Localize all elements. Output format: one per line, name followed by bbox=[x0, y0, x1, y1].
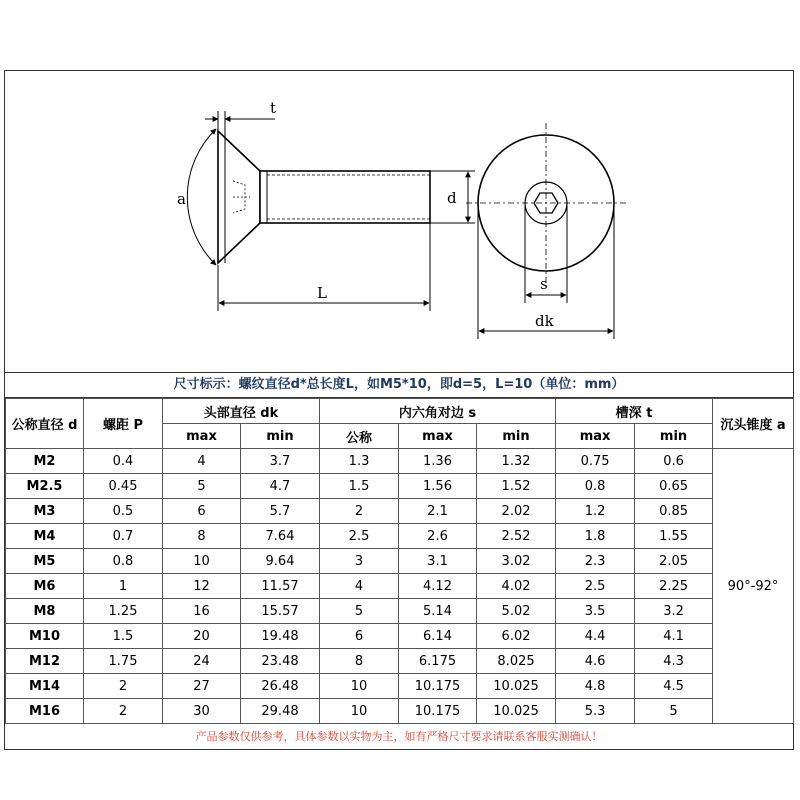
table-cell: 4.5 bbox=[635, 674, 713, 699]
table-cell: 30 bbox=[163, 699, 241, 724]
table-cell: 4 bbox=[163, 449, 241, 474]
table-cell: 5.3 bbox=[556, 699, 635, 724]
table-cell: 10.175 bbox=[399, 699, 477, 724]
table-cell: 6 bbox=[320, 624, 399, 649]
table-cell: 1.8 bbox=[556, 524, 635, 549]
table-cell: 1.36 bbox=[399, 449, 477, 474]
table-cell: 4.1 bbox=[635, 624, 713, 649]
table-cell: 0.8 bbox=[84, 549, 163, 574]
table-cell: 2.02 bbox=[477, 499, 556, 524]
table-cell: 4.8 bbox=[556, 674, 635, 699]
cell-size-name: M8 bbox=[6, 599, 84, 624]
table-cell: 24 bbox=[163, 649, 241, 674]
table-cell: 6.02 bbox=[477, 624, 556, 649]
table-cell: 2 bbox=[320, 499, 399, 524]
table-cell: 8.025 bbox=[477, 649, 556, 674]
table-cell: 2.25 bbox=[635, 574, 713, 599]
screw-head-top-view bbox=[466, 123, 626, 283]
cell-size-name: M5 bbox=[6, 549, 84, 574]
table-cell: 0.5 bbox=[84, 499, 163, 524]
table-cell: 1 bbox=[84, 574, 163, 599]
table-cell: 4.4 bbox=[556, 624, 635, 649]
table-row bbox=[6, 599, 794, 624]
table-cell: 2.52 bbox=[477, 524, 556, 549]
table-cell: 1.56 bbox=[399, 474, 477, 499]
dimension-t bbox=[205, 111, 275, 131]
table-cell: 0.7 bbox=[84, 524, 163, 549]
header-slot: 槽深 t bbox=[556, 399, 713, 424]
table-row bbox=[6, 624, 794, 649]
subheader-min: min bbox=[635, 424, 713, 449]
table-cell: 3.1 bbox=[399, 549, 477, 574]
table-cell: 5 bbox=[163, 474, 241, 499]
table-cell: 4.7 bbox=[241, 474, 320, 499]
table-cell: 0.6 bbox=[635, 449, 713, 474]
header-nominal: 公称直径 d bbox=[6, 399, 84, 449]
table-cell: 10 bbox=[320, 674, 399, 699]
table-cell: 3.5 bbox=[556, 599, 635, 624]
table-row bbox=[6, 574, 794, 599]
label-a: a bbox=[177, 190, 186, 208]
table-cell: 5 bbox=[635, 699, 713, 724]
table-cell: 0.75 bbox=[556, 449, 635, 474]
table-cell: 5.7 bbox=[241, 499, 320, 524]
cell-countersink-angle: 90°-92° bbox=[713, 449, 794, 724]
table-cell: 8 bbox=[163, 524, 241, 549]
table-row bbox=[6, 674, 794, 699]
table-row bbox=[6, 499, 794, 524]
table-cell: 6 bbox=[163, 499, 241, 524]
subheader-min: min bbox=[241, 424, 320, 449]
table-cell: 1.52 bbox=[477, 474, 556, 499]
cell-size-name: M6 bbox=[6, 574, 84, 599]
table-cell: 11.57 bbox=[241, 574, 320, 599]
table-row bbox=[6, 474, 794, 499]
cell-size-name: M2.5 bbox=[6, 474, 84, 499]
table-cell: 2.05 bbox=[635, 549, 713, 574]
label-d: d bbox=[447, 189, 457, 207]
table-cell: 27 bbox=[163, 674, 241, 699]
cell-size-name: M4 bbox=[6, 524, 84, 549]
table-cell: 7.64 bbox=[241, 524, 320, 549]
table-cell: 5 bbox=[320, 599, 399, 624]
dimension-caption: 尺寸标示：螺纹直径d*总长度L，如M5*10，即d=5，L=10（单位：mm） bbox=[5, 372, 793, 398]
table-cell: 20 bbox=[163, 624, 241, 649]
table-cell: 2.1 bbox=[399, 499, 477, 524]
subheader-max: max bbox=[399, 424, 477, 449]
table-cell: 6.175 bbox=[399, 649, 477, 674]
label-dk: dk bbox=[535, 312, 554, 330]
table-row bbox=[6, 449, 794, 474]
table-cell: 1.32 bbox=[477, 449, 556, 474]
label-t: t bbox=[270, 99, 277, 117]
table-cell: 1.75 bbox=[84, 649, 163, 674]
table-cell: 0.85 bbox=[635, 499, 713, 524]
table-cell: 29.48 bbox=[241, 699, 320, 724]
table-cell: 4.02 bbox=[477, 574, 556, 599]
table-cell: 10.175 bbox=[399, 674, 477, 699]
table-cell: 3 bbox=[320, 549, 399, 574]
table-cell: 1.3 bbox=[320, 449, 399, 474]
table-cell: 12 bbox=[163, 574, 241, 599]
table-cell: 15.57 bbox=[241, 599, 320, 624]
table-cell: 0.4 bbox=[84, 449, 163, 474]
subheader-min: min bbox=[477, 424, 556, 449]
header-angle: 沉头锥度 a bbox=[713, 399, 794, 449]
table-cell: 10.025 bbox=[477, 674, 556, 699]
table-cell: 10 bbox=[320, 699, 399, 724]
table-row bbox=[6, 649, 794, 674]
table-cell: 2.5 bbox=[320, 524, 399, 549]
table-row bbox=[6, 699, 794, 724]
subheader-max: max bbox=[163, 424, 241, 449]
angle-arc bbox=[187, 129, 216, 265]
label-s: s bbox=[540, 275, 548, 293]
table-cell: 19.48 bbox=[241, 624, 320, 649]
table-cell: 4.3 bbox=[635, 649, 713, 674]
header-head: 头部直径 dk bbox=[163, 399, 320, 424]
spec-sheet bbox=[4, 70, 794, 750]
cell-size-name: M16 bbox=[6, 699, 84, 724]
disclaimer-note: 产品参数仅供参考，具体参数以实物为主，如有严格尺寸要求请联系客服实测确认！ bbox=[5, 723, 793, 749]
subheader-max: max bbox=[556, 424, 635, 449]
cell-size-name: M2 bbox=[6, 449, 84, 474]
screw-side-view bbox=[218, 131, 430, 263]
table-cell: 3.2 bbox=[635, 599, 713, 624]
header-hex: 内六角对边 s bbox=[320, 399, 556, 424]
table-cell: 23.48 bbox=[241, 649, 320, 674]
table-cell: 0.8 bbox=[556, 474, 635, 499]
table-cell: 2.5 bbox=[556, 574, 635, 599]
table-cell: 3.7 bbox=[241, 449, 320, 474]
table-cell: 4.12 bbox=[399, 574, 477, 599]
table-cell: 5.14 bbox=[399, 599, 477, 624]
label-L: L bbox=[317, 284, 327, 302]
subheader-nominal: 公称 bbox=[320, 424, 399, 449]
table-cell: 1.25 bbox=[84, 599, 163, 624]
table-cell: 6.14 bbox=[399, 624, 477, 649]
table-cell: 10 bbox=[163, 549, 241, 574]
cell-size-name: M3 bbox=[6, 499, 84, 524]
table-cell: 1.55 bbox=[635, 524, 713, 549]
screw-technical-drawing bbox=[5, 71, 793, 371]
table-row bbox=[6, 549, 794, 574]
table-cell: 2.6 bbox=[399, 524, 477, 549]
spec-table-body bbox=[6, 449, 794, 724]
table-cell: 4 bbox=[320, 574, 399, 599]
table-cell: 2 bbox=[84, 699, 163, 724]
table-cell: 0.65 bbox=[635, 474, 713, 499]
table-cell: 8 bbox=[320, 649, 399, 674]
table-cell: 1.2 bbox=[556, 499, 635, 524]
table-cell: 4.6 bbox=[556, 649, 635, 674]
table-row bbox=[6, 524, 794, 549]
table-cell: 9.64 bbox=[241, 549, 320, 574]
table-cell: 16 bbox=[163, 599, 241, 624]
header-pitch: 螺距 P bbox=[84, 399, 163, 449]
table-cell: 10.025 bbox=[477, 699, 556, 724]
table-cell: 1.5 bbox=[84, 624, 163, 649]
table-cell: 2.3 bbox=[556, 549, 635, 574]
table-cell: 26.48 bbox=[241, 674, 320, 699]
table-cell: 5.02 bbox=[477, 599, 556, 624]
cell-size-name: M14 bbox=[6, 674, 84, 699]
table-cell: 1.5 bbox=[320, 474, 399, 499]
table-cell: 0.45 bbox=[84, 474, 163, 499]
cell-size-name: M10 bbox=[6, 624, 84, 649]
cell-size-name: M12 bbox=[6, 649, 84, 674]
spec-table bbox=[5, 398, 794, 724]
table-cell: 2 bbox=[84, 674, 163, 699]
table-cell: 3.02 bbox=[477, 549, 556, 574]
